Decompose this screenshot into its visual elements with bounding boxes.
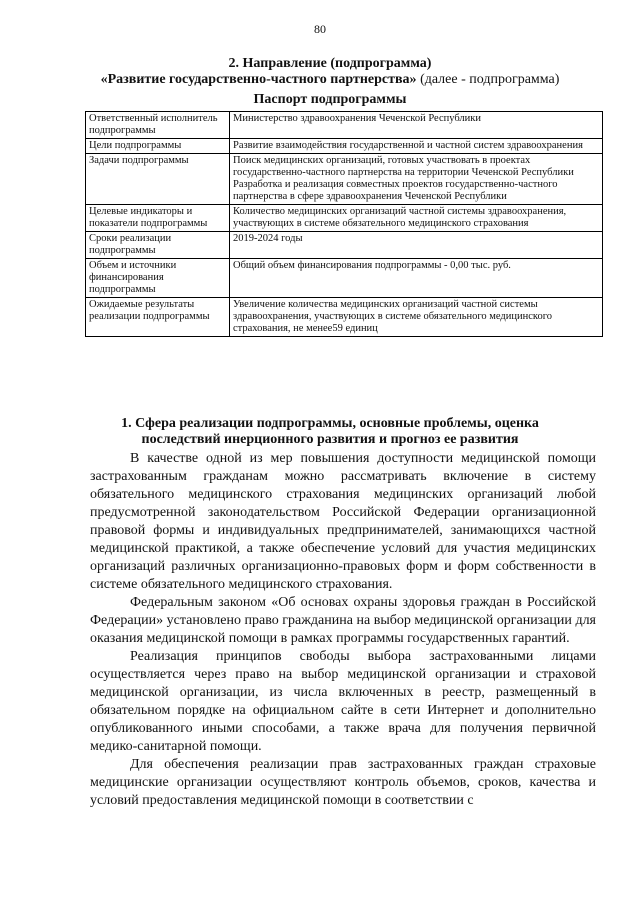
row-label: Цели подпрограммы <box>86 139 230 154</box>
passport-title: Паспорт подпрограммы <box>253 92 407 107</box>
row-value: Развитие взаимодействия государственной и частной систем здравоохранения <box>230 139 603 154</box>
task-2: Разработка и реализация совместных проектов государственно-частного партнерства в сфере здравоохранения Чеченской Республики <box>233 179 558 202</box>
passport-table <box>85 111 603 337</box>
row-label: Целевые индикаторы и показатели подпрограммы <box>86 205 230 232</box>
table-row <box>86 154 603 205</box>
row-label: Ожидаемые результаты реализации подпрограммы <box>86 298 230 337</box>
table-row <box>86 112 603 139</box>
row-value <box>230 154 603 205</box>
subprogram-title <box>60 72 600 88</box>
subprogram-name: «Развитие государственно-частного партнерства» <box>100 72 417 87</box>
table-row <box>86 139 603 154</box>
table-row <box>86 205 603 232</box>
row-value: Общий объем финансирования подпрограммы - 0,00 тыс. руб. <box>230 259 603 298</box>
row-label: Ответственный исполнитель подпрограммы <box>86 112 230 139</box>
table-row <box>86 232 603 259</box>
paragraph: В качестве одной из мер повышения доступности медицинской помощи застрахованным гражданам можно рассматривать включение в систему обязательного медицинского страхования медицинских организаций любой предусмотренной законодательством Российской Федерации организационной правовой формы и индивидуальных предпринимателей, занимающихся частной медицинской практикой, а также обеспечение условий для участия медицинских организаций различных организационно-правовых форм и форм собственности в системе обязательного медицинского страхования. <box>90 451 596 592</box>
row-value: Увеличение количества медицинских организаций частной системы здравоохранения, участвующих в системе обязательного медицинского страхования, не менее59 единиц <box>230 298 603 337</box>
subprogram-note: (далее - подпрограмма) <box>416 72 560 87</box>
task-1: Поиск медицинских организаций, готовых участвовать в проектах государственно-частного партнерства на территории Чеченской Республики <box>233 155 574 178</box>
paragraph: Реализация принципов свободы выбора застрахованными лицами осуществляется через право на выбор медицинской организации и страховой медицинской организации, из числа включенных в реестр, размещенный в обязательном порядке на официальном сайте в сети Интернет и дополнительно опубликованного иными способами, а также врача для получения первичной медико-санитарной помощи. <box>90 649 596 754</box>
row-label: Объем и источники финансирования подпрограммы <box>86 259 230 298</box>
section-title: 1. Сфера реализации подпрограммы, основные проблемы, оценка последствий инерционного развития и прогноз ее развития <box>121 416 539 447</box>
table-row <box>86 298 603 337</box>
paragraph: Для обеспечения реализации прав застрахованных граждан страховые медицинские организации осуществляют контроль объемов, сроков, качества и условий предоставления медицинской помощи в соответствии с <box>90 757 596 808</box>
page-number: 80 <box>314 22 326 36</box>
row-value: Количество медицинских организаций частной системы здравоохранения, участвующих в системе обязательного медицинского страхования <box>230 205 603 232</box>
paragraph: Федеральным законом «Об основах охраны здоровья граждан в Российской Федерации» установлено право гражданина на выбор медицинской организации для оказания медицинской помощи в рамках программы государственных гарантий. <box>90 595 596 646</box>
direction-title: 2. Направление (подпрограмма) <box>228 56 432 71</box>
body-text <box>90 450 596 810</box>
row-label: Задачи подпрограммы <box>86 154 230 205</box>
row-value: Министерство здравоохранения Чеченской Республики <box>230 112 603 139</box>
row-label: Сроки реализации подпрограммы <box>86 232 230 259</box>
row-value: 2019-2024 годы <box>230 232 603 259</box>
table-row <box>86 259 603 298</box>
